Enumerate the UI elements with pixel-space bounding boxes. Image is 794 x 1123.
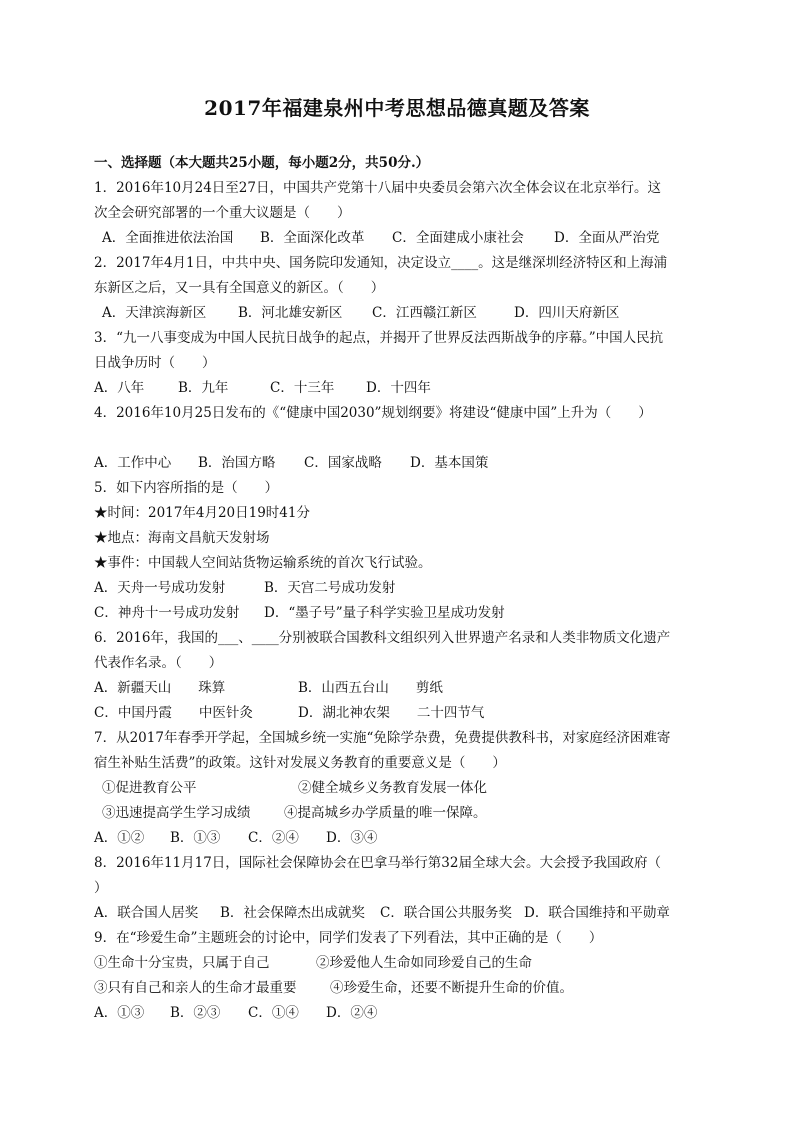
q5-option-c: C．神舟十一号成功发射 (94, 605, 240, 621)
q5-option-a: A．天舟一号成功发射 (94, 580, 226, 596)
q9-option-b: B．②③ (170, 1005, 221, 1021)
question-1-line-1: 1．2016年10月24日至27日，中国共产党第十八届中央委员会第六次全体会议在北京举行。这 (94, 180, 661, 196)
q9-item-1: ①生命十分宝贵，只属于自己 (94, 955, 270, 971)
question-2-options (94, 304, 694, 322)
question-1-line-2: 次全会研究部署的一个重大议题是（ ） (94, 205, 351, 221)
question-3-line-1: 3．“九一八事变成为中国人民抗日战争的起点，并揭开了世界反法西斯战争的序幕。”中国人民抗 (94, 330, 664, 346)
q7-option-d: D．③④ (326, 830, 378, 846)
q7-item-2: ②健全城乡义务教育发展一体化 (298, 780, 487, 796)
q6-option-d: D．湖北神农架 二十四节气 (298, 705, 485, 721)
question-2-line-1: 2．2017年4月1日，中共中央、国务院印发通知，决定设立____。这是继深圳经济特区和上海浦 (94, 255, 668, 271)
q4-option-c: C．国家战略 (304, 455, 382, 471)
section-header: 一、选择题（本大题共25小题，每小题2分，共50分.） (94, 155, 430, 171)
question-9-items-row-2 (94, 979, 694, 997)
q7-item-1: ①促进教育公平 (102, 780, 197, 796)
question-9-options (94, 1004, 694, 1022)
q9-option-a: A．①③ (94, 1005, 145, 1021)
q3-option-c: C．十三年 (270, 380, 335, 396)
question-5-time: ★时间：2017年4月20日19时41分 (94, 505, 310, 521)
q4-option-a: A．工作中心 (94, 455, 172, 471)
q3-option-a: A．八年 (94, 380, 145, 396)
q8-option-c: C．联合国公共服务奖 (380, 905, 512, 921)
q9-item-4: ④珍爱生命，还要不断提升生命的价值。 (330, 980, 573, 996)
q9-item-2: ②珍爱他人生命如同珍爱自己的生命 (316, 955, 532, 971)
q2-option-b: B．河北雄安新区 (238, 305, 343, 321)
question-5-place: ★地点：海南文昌航天发射场 (94, 530, 270, 546)
q6-option-a: A．新疆天山 珠算 (94, 680, 226, 696)
q7-item-3: ③迅速提高学生学习成绩 (102, 805, 251, 821)
question-4-options (94, 454, 694, 472)
question-8-options (94, 904, 694, 922)
q5-option-b: B．天宫二号成功发射 (264, 580, 396, 596)
question-6-options-row-2 (94, 704, 694, 722)
q4-option-b: B．治国方略 (198, 455, 276, 471)
q7-option-a: A．①② (94, 830, 145, 846)
q6-option-b: B．山西五台山 剪纸 (298, 680, 443, 696)
q6-option-c: C．中国丹霞 中医针灸 (94, 705, 253, 721)
question-7-items-row-1 (94, 779, 694, 797)
q2-option-d: D．四川天府新区 (514, 305, 620, 321)
q1-option-d: D．全面从严治党 (554, 230, 660, 246)
q3-option-d: D．十四年 (366, 380, 431, 396)
question-7-line-1: 7．从2017年春季开学起，全国城乡统一实施“免除学杂费，免费提供教科书，对家庭经济困难寄 (94, 730, 671, 746)
question-3-options (94, 379, 694, 397)
question-9-line-1: 9．在“珍爱生命”主题班会的讨论中，同学们发表了下列看法，其中正确的是（ ） (94, 930, 603, 946)
q1-option-b: B．全面深化改革 (260, 230, 365, 246)
question-1-options (94, 229, 694, 247)
question-5-event: ★事件：中国载人空间站货物运输系统的首次飞行试验。 (94, 555, 432, 571)
question-9-items-row-1 (94, 954, 694, 972)
question-2-line-2: 东新区之后，又一具有全国意义的新区。（ ） (94, 280, 385, 296)
q7-option-b: B．①③ (170, 830, 221, 846)
q3-option-b: B．九年 (178, 380, 229, 396)
q1-option-a: A．全面推进依法治国 (102, 230, 234, 246)
question-8-line-2: ） (94, 880, 108, 896)
question-6-line-1: 6．2016年，我国的___、____分别被联合国教科文组织列入世界遗产名录和人类非物质文化遗产 (94, 630, 671, 646)
q5-option-d: D．“墨子号”量子科学实验卫星成功发射 (264, 605, 505, 621)
q8-option-d: D．联合国维持和平勋章 (524, 905, 670, 921)
q7-option-c: C．②④ (248, 830, 299, 846)
question-7-options (94, 829, 694, 847)
q2-option-a: A．天津滨海新区 (102, 305, 207, 321)
question-6-options-row-1 (94, 679, 694, 697)
q9-item-3: ③只有自己和亲人的生命才最重要 (94, 980, 297, 996)
question-5-line-1: 5．如下内容所指的是（ ） (94, 480, 279, 496)
q1-option-c: C．全面建成小康社会 (392, 230, 524, 246)
page-title: 2017年福建泉州中考思想品德真题及答案 (204, 96, 590, 120)
question-5-options-row-1 (94, 579, 694, 597)
question-7-items-row-2 (94, 804, 694, 822)
q9-option-c: C．①④ (248, 1005, 299, 1021)
question-5-options-row-2 (94, 604, 694, 622)
q9-option-d: D．②④ (326, 1005, 378, 1021)
question-6-line-2: 代表作名录。（ ） (94, 655, 223, 671)
question-8-line-1: 8．2016年11月17日，国际社会保障协会在巴拿马举行第32届全球大会。大会授予我国政府（ (94, 855, 661, 871)
q8-option-a: A．联合国人居奖 (94, 905, 199, 921)
q8-option-b: B．社会保障杰出成就奖 (220, 905, 365, 921)
question-3-line-2: 日战争历时（ ） (94, 355, 216, 371)
q4-option-d: D．基本国策 (410, 455, 489, 471)
question-7-line-2: 宿生补贴生活费”的政策。这针对发展义务教育的重要意义是（ ） (94, 755, 506, 771)
q7-item-4: ④提高城乡办学质量的唯一保障。 (284, 805, 487, 821)
question-4-line-1: 4．2016年10月25日发布的《“健康中国2030”规划纲要》将建设“健康中国”上升为（ ） (94, 405, 652, 421)
q2-option-c: C．江西赣江新区 (372, 305, 477, 321)
